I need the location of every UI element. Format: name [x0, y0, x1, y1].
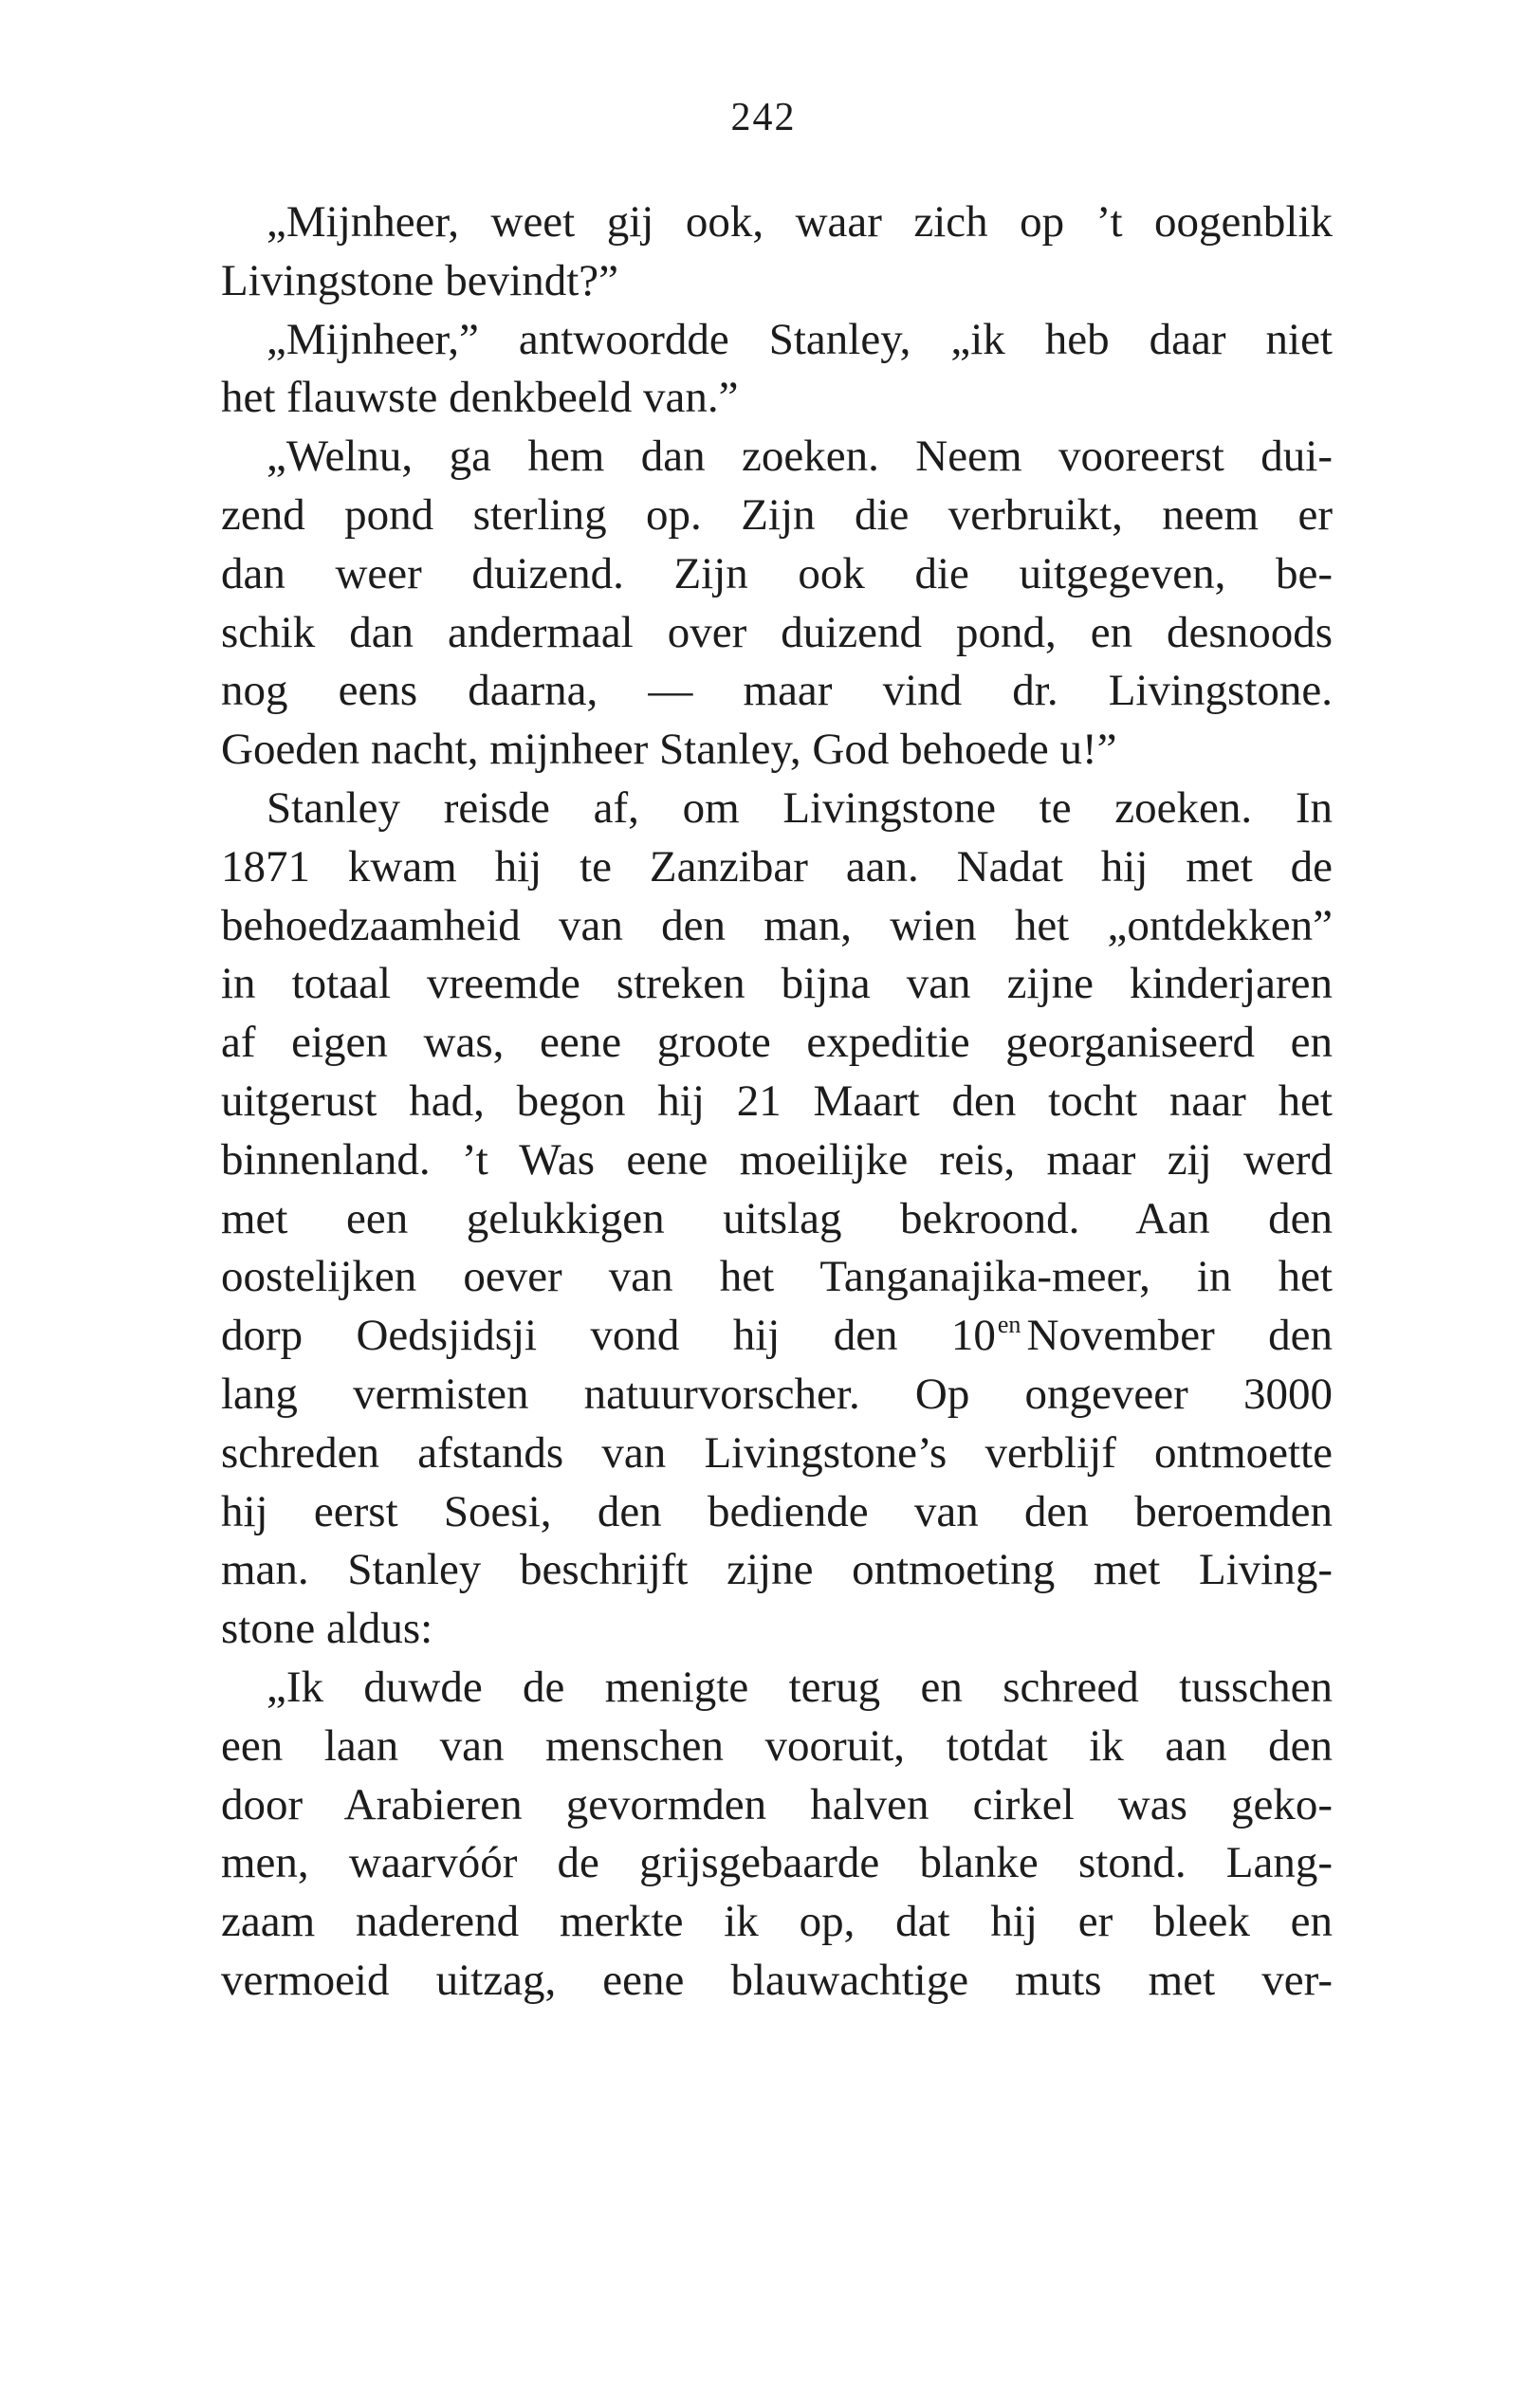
text-line: „Ik duwde de menigte terug en schreed tusschen	[267, 1662, 1333, 1712]
text-line: hij eerst Soesi, den bediende van den beroemden	[221, 1486, 1333, 1536]
text-line: man. Stanley beschrijft zijne ontmoeting met Living-	[221, 1545, 1333, 1595]
text-line: met een gelukkigen uitslag bekroond. Aan den	[221, 1193, 1333, 1243]
text-line: schreden afstands van Livingstone’s verblijf ontmoette	[221, 1427, 1333, 1478]
text-line: uitgerust had, begon hij 21 Maart den tocht naar het	[221, 1075, 1333, 1126]
text-line: zaam naderend merkte ik op, dat hij er bleek en	[221, 1897, 1333, 1947]
text-line-part: dorp Oedsjidsji vond hij den 10	[221, 1311, 996, 1361]
text-line: in totaal vreemde streken bijna van zijne kinderjaren	[221, 959, 1333, 1009]
text-line: Stanley reisde af, om Livingstone te zoeken. In	[267, 782, 1333, 833]
text-line: schik dan andermaal over duizend pond, en desnoods	[221, 607, 1333, 657]
text-line: „Welnu, ga hem dan zoeken. Neem vooreerst dui-	[267, 432, 1333, 482]
text-line: zend pond sterling op. Zijn die verbruikt, neem er	[221, 489, 1333, 540]
text-line: lang vermisten natuurvorscher. Op ongeveer 3000	[221, 1369, 1333, 1419]
text-line: dan weer duizend. Zijn ook die uitgegeven, be-	[221, 548, 1333, 598]
text-line: binnenland. ’t Was eene moeilijke reis, maar zij werd	[221, 1134, 1333, 1185]
superscript: en	[997, 1311, 1021, 1339]
text-line: af eigen was, eene groote expeditie georganiseerd en	[221, 1018, 1333, 1068]
text-line: behoedzaamheid van den man, wien het „ontdekken”	[221, 900, 1333, 950]
text-line: oostelijken oever van het Tanganajika-meer, in het	[221, 1252, 1333, 1302]
text-line: Livingstone bevindt?”	[221, 255, 618, 305]
text-line: „Mijnheer,” antwoordde Stanley, „ik heb daar niet	[267, 314, 1333, 364]
text-line: stone aldus:	[221, 1604, 433, 1654]
body-text	[221, 193, 1333, 2011]
page-number: 242	[730, 96, 797, 139]
text-line	[221, 1307, 1333, 1366]
text-line-part: November den	[1026, 1311, 1333, 1361]
text-line: nog eens daarna, — maar vind dr. Livingstone.	[221, 666, 1333, 716]
text-line: 1871 kwam hij te Zanzibar aan. Nadat hij met de	[221, 841, 1333, 892]
text-line: Goeden nacht, mijnheer Stanley, God behoede u!”	[221, 725, 1117, 775]
text-line: vermoeid uitzag, eene blauwachtige muts met ver-	[221, 1955, 1333, 2005]
text-line: door Arabieren gevormden halven cirkel was geko-	[221, 1779, 1333, 1829]
text-line: het flauwste denkbeeld van.”	[221, 373, 739, 423]
text-line: „Mijnheer, weet gij ook, waar zich op ’t oogenblik	[267, 197, 1333, 247]
text-line: men, waarvóór de grijsgebaarde blanke stond. Lang-	[221, 1838, 1333, 1888]
text-line: een laan van menschen vooruit, totdat ik aan den	[221, 1720, 1333, 1771]
